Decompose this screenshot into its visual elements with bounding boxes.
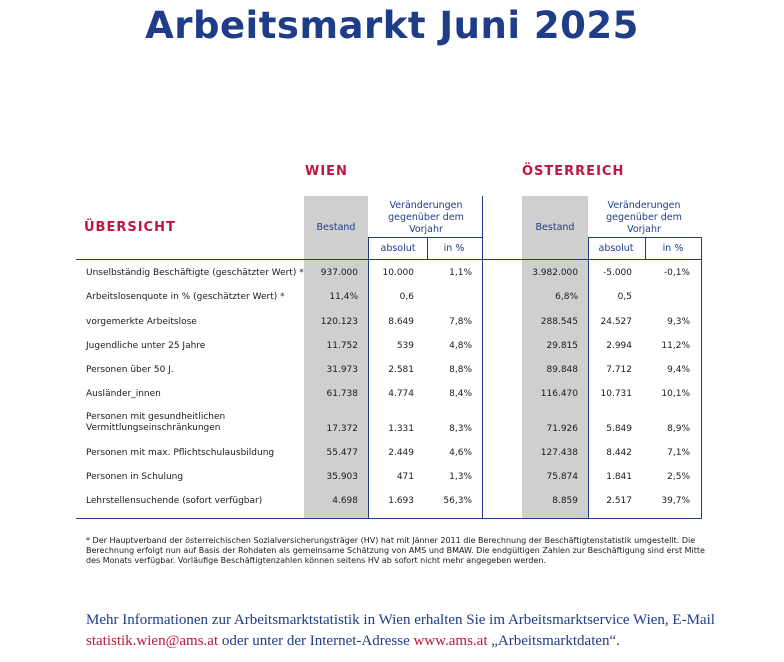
wien-percent-cell: 8,3% bbox=[449, 424, 472, 434]
wien-bestand-cell: 4.698 bbox=[332, 496, 358, 506]
oesterreich-bestand-header: Bestand bbox=[535, 222, 575, 233]
more-info-text-2: oder unter der Internet-Adresse bbox=[218, 633, 414, 649]
row-label: Personen mit gesundheitlichen Vermittlungseinschränkungen bbox=[86, 412, 226, 433]
oesterreich-percent-cell: -0,1% bbox=[663, 268, 690, 278]
website-link[interactable]: www.ams.at bbox=[413, 633, 488, 649]
wien-bestand-cell: 35.903 bbox=[326, 472, 358, 482]
oesterreich-col-divider-2 bbox=[645, 237, 646, 259]
wien-percent-cell: 1,3% bbox=[449, 472, 472, 482]
oesterreich-absolut-cell: 2.994 bbox=[606, 341, 632, 351]
table-header-rule bbox=[76, 259, 702, 260]
wien-bestand-cell: 31.973 bbox=[326, 365, 358, 375]
oesterreich-absolut-cell: 1.841 bbox=[606, 472, 632, 482]
oesterreich-absolut-cell: 10.731 bbox=[600, 389, 632, 399]
wien-absolut-cell: 471 bbox=[396, 472, 414, 482]
more-info-paragraph bbox=[86, 610, 726, 652]
oesterreich-percent-cell: 10,1% bbox=[661, 389, 690, 399]
wien-header-rule bbox=[368, 237, 482, 238]
row-label: Jugendliche unter 25 Jahre bbox=[86, 341, 206, 351]
oesterreich-percent-header: in % bbox=[662, 243, 684, 254]
wien-bestand-cell: 61.738 bbox=[326, 389, 358, 399]
wien-bestand-header: Bestand bbox=[316, 222, 356, 233]
oesterreich-bestand-cell: 288.545 bbox=[540, 317, 578, 327]
oesterreich-bestand-cell: 8.859 bbox=[552, 496, 578, 506]
oesterreich-absolut-cell: 0,5 bbox=[617, 292, 632, 302]
oesterreich-bestand-cell: 75.874 bbox=[546, 472, 578, 482]
oesterreich-bestand-cell: 29.815 bbox=[546, 341, 578, 351]
oesterreich-absolut-cell: 2.517 bbox=[606, 496, 632, 506]
oesterreich-absolut-header: absolut bbox=[598, 243, 634, 254]
wien-bestand-cell: 11,4% bbox=[329, 292, 358, 302]
wien-col-divider-1 bbox=[368, 237, 369, 518]
wien-absolut-cell: 8.649 bbox=[388, 317, 414, 327]
wien-absolut-header: absolut bbox=[380, 243, 416, 254]
oesterreich-bestand-cell: 116.470 bbox=[540, 389, 578, 399]
oesterreich-bestand-column-shade bbox=[522, 196, 588, 518]
oesterreich-percent-cell: 11,2% bbox=[661, 341, 690, 351]
oesterreich-absolut-cell: 8.442 bbox=[606, 448, 632, 458]
region-oesterreich-heading: ÖSTERREICH bbox=[522, 164, 625, 179]
wien-bestand-cell: 11.752 bbox=[326, 341, 358, 351]
wien-absolut-cell: 2.449 bbox=[388, 448, 414, 458]
wien-percent-header: in % bbox=[443, 243, 465, 254]
wien-absolut-cell: 2.581 bbox=[388, 365, 414, 375]
wien-absolut-cell: 539 bbox=[396, 341, 414, 351]
oesterreich-percent-cell: 9,3% bbox=[667, 317, 690, 327]
wien-percent-cell: 8,8% bbox=[449, 365, 472, 375]
wien-percent-cell: 7,8% bbox=[449, 317, 472, 327]
email-link[interactable]: statistik.wien@ams.at bbox=[86, 633, 219, 649]
more-info-text-1: Mehr Informationen zur Arbeitsmarktstatistik in Wien erhalten Sie im Arbeitsmarktservice Wien, E-Mail bbox=[86, 612, 715, 628]
page-title: Arbeitsmarkt Juni 2025 bbox=[145, 4, 639, 47]
oesterreich-absolut-cell: -5.000 bbox=[602, 268, 632, 278]
oesterreich-absolut-cell: 5.849 bbox=[606, 424, 632, 434]
wien-bestand-cell: 17.372 bbox=[326, 424, 358, 434]
oesterreich-percent-cell: 7,1% bbox=[667, 448, 690, 458]
wien-bestand-column-shade bbox=[304, 196, 368, 518]
wien-percent-cell: 4,6% bbox=[449, 448, 472, 458]
wien-col-divider-3 bbox=[482, 196, 483, 518]
row-label: Unselbständig Beschäftigte (geschätzter Wert) * bbox=[86, 268, 304, 278]
oesterreich-percent-cell: 39,7% bbox=[661, 496, 690, 506]
row-label: Personen über 50 J. bbox=[86, 365, 174, 375]
wien-percent-cell: 1,1% bbox=[449, 268, 472, 278]
wien-absolut-cell: 0,6 bbox=[399, 292, 414, 302]
more-info-text-3: „Arbeitsmarktdaten“. bbox=[487, 633, 620, 649]
row-label: Ausländer_innen bbox=[86, 389, 161, 399]
wien-percent-cell: 8,4% bbox=[449, 389, 472, 399]
oesterreich-change-header: Veränderungen gegenüber dem Vorjahr bbox=[606, 200, 682, 235]
row-label: Arbeitslosenquote in % (geschätzter Wert) * bbox=[86, 292, 285, 302]
row-label: Personen in Schulung bbox=[86, 472, 184, 482]
wien-col-divider-2 bbox=[427, 237, 428, 259]
wien-bestand-cell: 55.477 bbox=[326, 448, 358, 458]
oesterreich-col-divider-3 bbox=[701, 237, 702, 518]
oesterreich-bestand-cell: 127.438 bbox=[540, 448, 578, 458]
wien-percent-cell: 4,8% bbox=[449, 341, 472, 351]
oesterreich-bestand-cell: 3.982.000 bbox=[532, 268, 578, 278]
oesterreich-percent-cell: 8,9% bbox=[667, 424, 690, 434]
oesterreich-bestand-cell: 6,8% bbox=[555, 292, 578, 302]
wien-percent-cell: 56,3% bbox=[443, 496, 472, 506]
wien-change-header: Veränderungen gegenüber dem Vorjahr bbox=[388, 200, 464, 235]
wien-bestand-cell: 120.123 bbox=[320, 317, 358, 327]
wien-absolut-cell: 4.774 bbox=[388, 389, 414, 399]
wien-absolut-cell: 1.331 bbox=[388, 424, 414, 434]
footnote: * Der Hauptverband der österreichischen Sozialversicherungsträger (HV) hat mit Jänner 2011 die Berechnung der Beschäftigtenstatistik umgestellt. Die Berechnung erfolgt nun auf Basis der Rohdaten als gemeinsame Schätzung von AMS und BMAW. Die endgültigen Zahlen zur Beschäftigung sind erst Mitte des Monats verfügbar. Vorläufige Beschäftigtenzahlen können seitens HV ab sofort nicht mehr angegeben werden. bbox=[86, 536, 705, 565]
wien-bestand-cell: 937.000 bbox=[320, 268, 358, 278]
oesterreich-bestand-cell: 89.848 bbox=[546, 365, 578, 375]
region-wien-heading: WIEN bbox=[305, 164, 348, 179]
oesterreich-bestand-cell: 71.926 bbox=[546, 424, 578, 434]
oesterreich-percent-cell: 2,5% bbox=[667, 472, 690, 482]
table-bottom-rule bbox=[76, 518, 702, 519]
row-label: Personen mit max. Pflichtschulausbildung bbox=[86, 448, 275, 458]
row-label: Lehrstellensuchende (sofort verfügbar) bbox=[86, 496, 263, 506]
oesterreich-absolut-cell: 7.712 bbox=[606, 365, 632, 375]
row-label: vorgemerkte Arbeitslose bbox=[86, 317, 197, 327]
wien-absolut-cell: 1.693 bbox=[388, 496, 414, 506]
oesterreich-percent-cell: 9,4% bbox=[667, 365, 690, 375]
oesterreich-absolut-cell: 24.527 bbox=[600, 317, 632, 327]
section-title: ÜBERSICHT bbox=[84, 220, 176, 235]
wien-absolut-cell: 10.000 bbox=[382, 268, 414, 278]
